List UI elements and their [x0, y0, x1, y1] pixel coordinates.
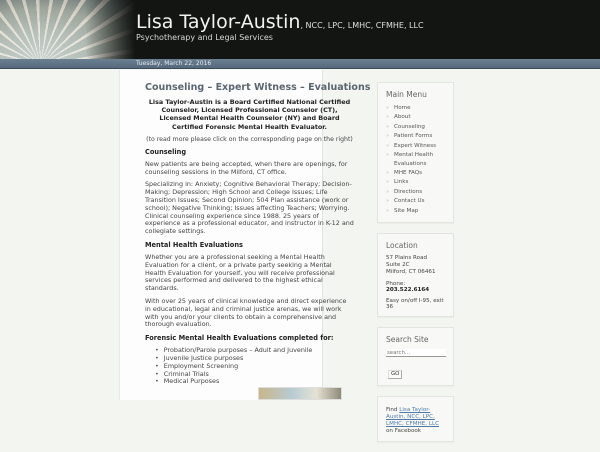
- address-line-3: Milford, CT 06461: [386, 269, 436, 276]
- search-widget: [377, 327, 454, 386]
- main-menu: [386, 104, 447, 216]
- location-widget: [377, 233, 454, 317]
- counseling-paragraph-2: Specializing in: Anxiety; Cognitive Behavioral Therapy; Decision-Making; Depression; High School and College Issues; Life Transition Issues; Second Opinion; 504 Plan assistance (work or school); Negative Thinking; Issues affecting Teachers; Worrying. Clinical counseling experience since 1988. 25 years of experience as a professional educator, and instructor in K-12 and collegiate settings.: [145, 180, 354, 236]
- menu-item-links[interactable]: » Links: [386, 178, 447, 187]
- location-title: Location: [386, 241, 418, 251]
- phone-label: Phone:: [386, 281, 406, 288]
- site-credentials: , NCC, LPC, LMHC, CFMHE, LLC: [300, 21, 424, 30]
- list-item: • Employment Screening: [155, 363, 354, 371]
- menu-item-about[interactable]: » About: [386, 113, 447, 122]
- phone: [386, 281, 447, 293]
- menu-item-mhe-faqs[interactable]: » MHE FAQs: [386, 169, 447, 178]
- site-tagline: Psychotherapy and Legal Services: [136, 33, 273, 42]
- list-item: • Medical Purposes: [155, 378, 354, 386]
- current-date: Tuesday, March 22, 2016: [136, 60, 212, 67]
- sidebar: [377, 82, 454, 452]
- phone-number: 203.522.6164: [386, 287, 430, 294]
- menu-item-directions[interactable]: » Directions: [386, 188, 447, 197]
- menu-item-site-map[interactable]: » Site Map: [386, 207, 447, 216]
- menu-item-patient-forms[interactable]: » Patient Forms: [386, 132, 447, 141]
- main-menu-widget: [377, 82, 454, 223]
- address: [386, 255, 447, 276]
- address-line-1: 57 Plains Road: [386, 255, 428, 262]
- content-image: [258, 387, 342, 400]
- counseling-paragraph-1: New patients are being accepted, when there are openings, for counseling sessions in the Milford, CT office.: [145, 159, 348, 176]
- list-item: • Criminal Trials: [155, 371, 354, 379]
- menu-item-counseling[interactable]: » Counseling: [386, 123, 447, 132]
- mhe-paragraph-2: With over 25 years of clinical knowledge and direct experience in educational, legal and criminal justice arenas, we will work with you and/or your clients to obtain a comprehensive and thorough evaluation.: [145, 296, 347, 329]
- facebook-prefix: Find: [386, 407, 400, 414]
- main-menu-title: Main Menu: [386, 90, 427, 99]
- menu-item-expert-witness[interactable]: » Expert Witness: [386, 142, 447, 151]
- menu-item-home[interactable]: » Home: [386, 104, 447, 113]
- date-bar: [0, 59, 600, 69]
- search-input[interactable]: [386, 349, 446, 357]
- intro-text: Lisa Taylor-Austin is a Board Certified National Certified Counselor, Licensed Professional Counselor (CT), Licensed Mental Health Counselor (NY) and Board Certified Forensic Mental Health Evaluator.: [148, 98, 351, 131]
- facebook-suffix: on Facebook: [386, 428, 422, 435]
- forensic-list: [145, 347, 354, 386]
- search-go-button[interactable]: GO: [388, 370, 402, 379]
- read-more-note: (to read more please click on the corresponding page on the right): [146, 135, 353, 143]
- main-content: [119, 70, 371, 400]
- site-header: [0, 0, 600, 59]
- site-name[interactable]: Lisa Taylor-Austin: [136, 11, 301, 33]
- facebook-widget: [377, 396, 454, 442]
- menu-item-contact-us[interactable]: » Contact Us: [386, 197, 447, 206]
- forensic-heading: Forensic Mental Health Evaluations completed for:: [145, 334, 334, 343]
- list-item: • Probation/Parole purposes – Adult and Juvenile: [155, 347, 354, 355]
- search-title: Search Site: [386, 335, 429, 345]
- header-dome-image: [0, 0, 135, 59]
- list-item: • Juvenile Justice purposes: [155, 355, 354, 363]
- mhe-paragraph-1: Whether you are a professional seeking a Mental Health Evaluation for a client, or a private party seeking a Mental Health Evaluation for yourself, you will receive professional services performed and delivered to the highest ethical standards.: [145, 252, 335, 293]
- menu-item-mental-health-evaluations[interactable]: » Mental Health Evaluations: [386, 151, 447, 169]
- address-line-2: Suite 2C: [386, 262, 410, 269]
- directions-note: Easy on/off I-95, exit 36: [386, 298, 444, 311]
- facebook-link[interactable]: Lisa Taylor-Austin, NCC, LPC, LMHC, CFMHE, LLC: [386, 407, 439, 428]
- page-title: Counseling – Expert Witness – Evaluations: [145, 82, 371, 93]
- facebook-text: [386, 407, 447, 435]
- mhe-heading: Mental Health Evaluations: [145, 240, 243, 249]
- site-title[interactable]: [136, 11, 424, 33]
- counseling-heading: Counseling: [145, 147, 187, 156]
